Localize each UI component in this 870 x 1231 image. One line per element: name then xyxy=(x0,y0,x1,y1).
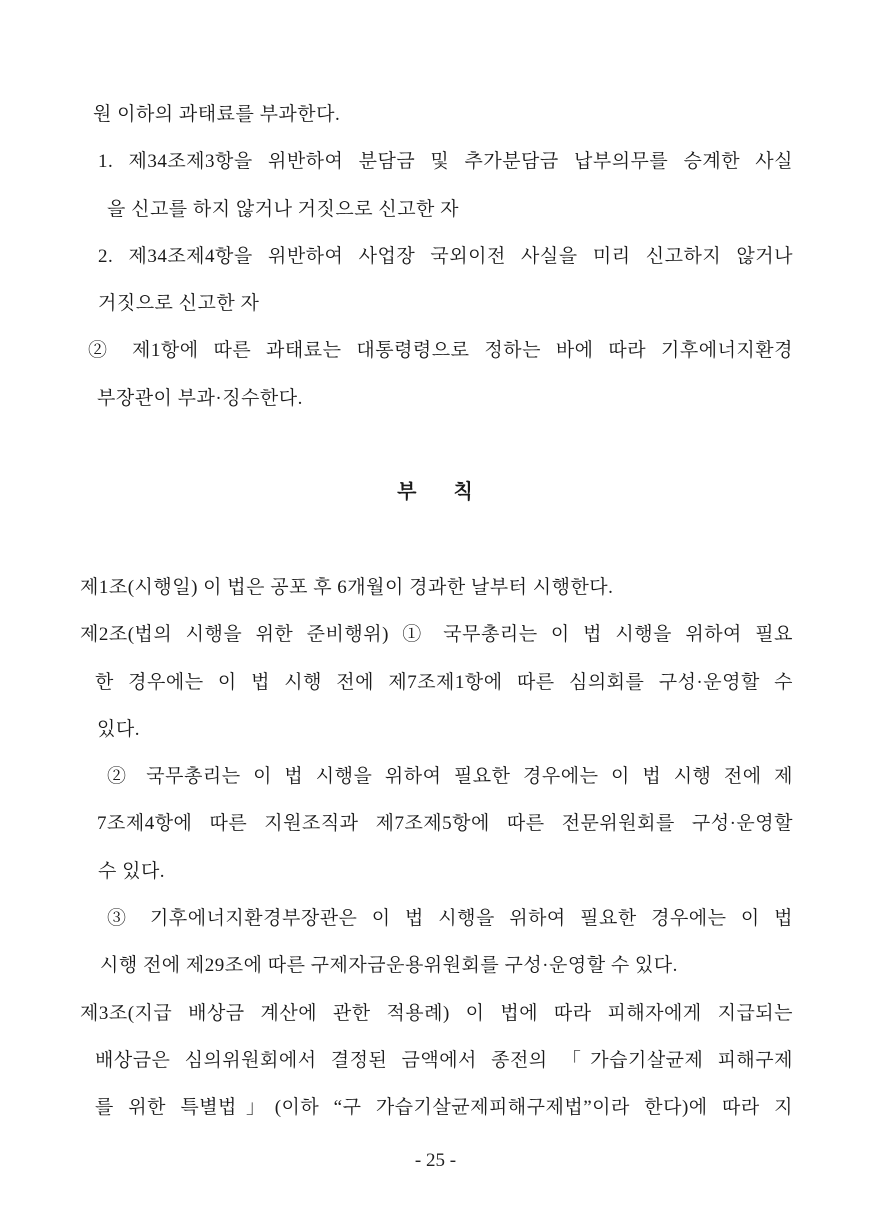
text-line: 수 있다. xyxy=(98,860,166,882)
text-line: 한 경우에는 이 법 시행 전에 제7조제1항에 따른 심의회를 구성·운영할 수 xyxy=(95,671,793,693)
text-line: 있다. xyxy=(97,718,140,740)
text-line: ② 국무총리는 이 법 시행을 위하여 필요한 경우에는 이 법 시행 전에 제 xyxy=(107,766,793,788)
text-column xyxy=(78,0,793,1172)
text-line: ③ 기후에너지환경부장관은 이 법 시행을 위하여 필요한 경우에는 이 법 xyxy=(107,908,793,930)
text-line: ② 제1항에 따른 과태료는 대통령령으로 정하는 바에 따라 기후에너지환경 xyxy=(88,340,793,362)
text-line: 를 위한 특별법」(이하 “구 가습기살균제피해구제법”이라 한다)에 따라 지 xyxy=(95,1097,793,1119)
text-line: 제3조(지급 배상금 계산에 관한 적용례) 이 법에 따라 피해자에게 지급되는 xyxy=(80,1002,793,1024)
text-line: 배상금은 심의위원회에서 결정된 금액에서 종전의 「가습기살균제 피해구제 xyxy=(95,1049,793,1071)
blank-line xyxy=(78,517,793,564)
text-line: 거짓으로 신고한 자 xyxy=(98,293,260,315)
text-line: 원 이하의 과태료를 부과한다. xyxy=(93,104,341,125)
text-line: 시행 전에 제29조에 따른 구제자금운용위원회를 구성·운영할 수 있다. xyxy=(100,955,678,977)
text-line: 제1조(시행일) 이 법은 공포 후 6개월이 경과한 날부터 시행한다. xyxy=(80,576,614,598)
addendum-heading: 부 칙 xyxy=(397,481,474,504)
text-line: 7조제4항에 따른 지원조직과 제7조제5항에 따른 전문위원회를 구성·운영할 xyxy=(97,813,793,835)
text-line: 부장관이 부과·징수한다. xyxy=(97,387,303,409)
text-line: 을 신고를 하지 않거나 거짓으로 신고한 자 xyxy=(107,198,460,220)
text-line: 제2조(법의 시행을 위한 준비행위) ① 국무총리는 이 법 시행을 위하여 필요 xyxy=(80,624,793,646)
page-number: - 25 - xyxy=(414,1149,457,1171)
text-line: 1. 제34조제3항을 위반하여 분담금 및 추가분담금 납부의무를 승계한 사실 xyxy=(98,151,793,173)
text-line: 2. 제34조제4항을 위반하여 사업장 국외이전 사실을 미리 신고하지 않거나 xyxy=(98,245,793,267)
blank-line xyxy=(78,422,793,469)
